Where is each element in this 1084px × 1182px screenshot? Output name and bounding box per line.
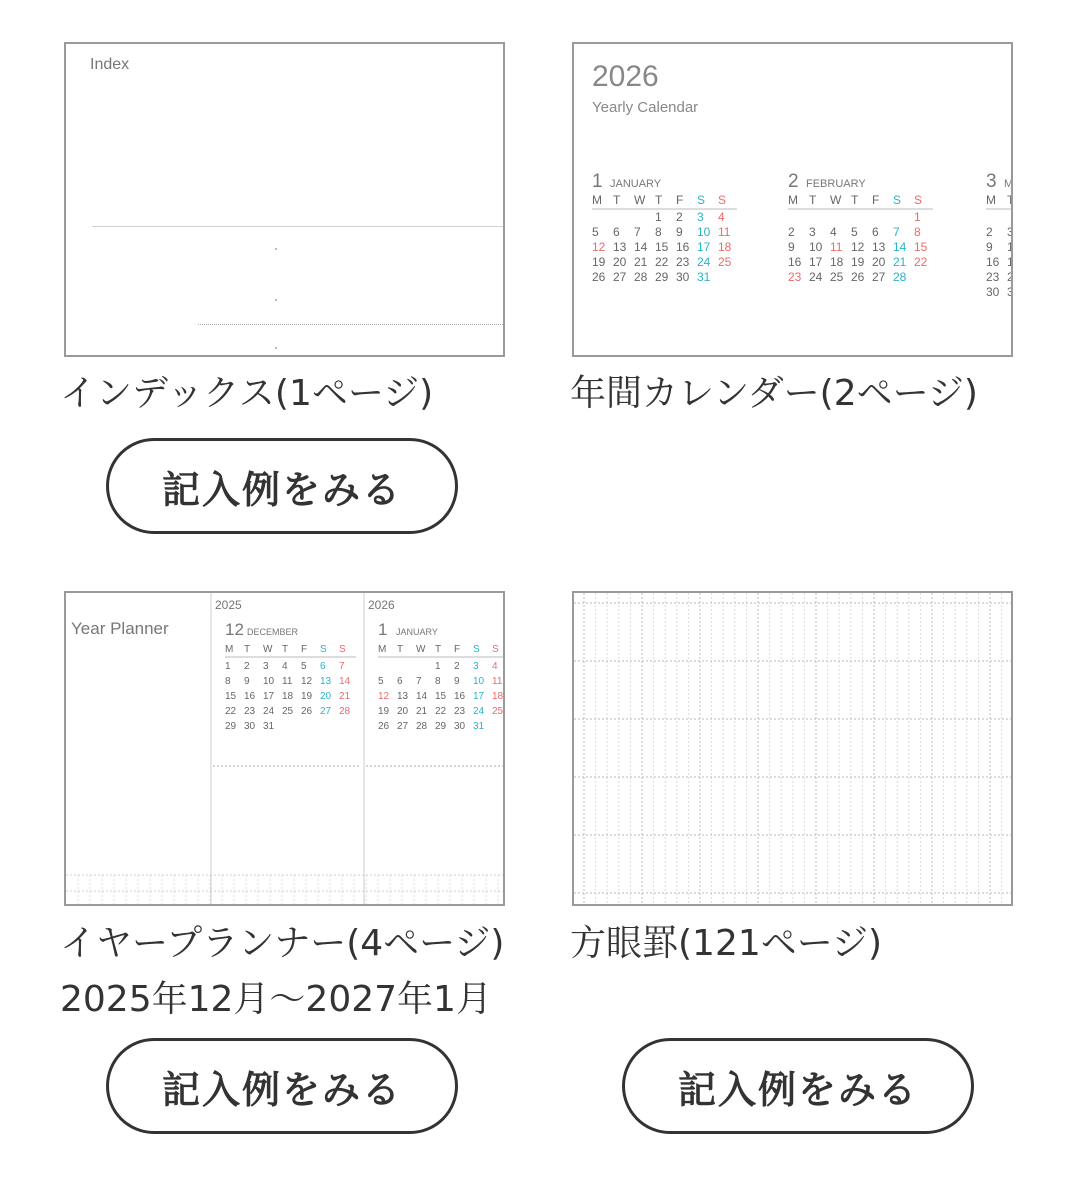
calendar-day: 27 bbox=[613, 270, 627, 284]
calendar-day: 31 bbox=[473, 721, 485, 732]
calendar-day: 16 bbox=[244, 691, 256, 702]
calendar-day: 14 bbox=[893, 240, 907, 254]
calendar-day: 20 bbox=[320, 691, 332, 702]
calendar-day: 27 bbox=[397, 721, 409, 732]
calendar-day: 9 bbox=[244, 676, 250, 687]
index-thumb-label: Index bbox=[90, 56, 130, 73]
weekday-label: M bbox=[378, 644, 387, 655]
calendar-day: 8 bbox=[655, 225, 662, 239]
index-dot bbox=[275, 248, 277, 250]
calendar-day: 7 bbox=[634, 225, 641, 239]
weekday-label: T bbox=[851, 193, 859, 207]
calendar-day: 15 bbox=[655, 240, 669, 254]
weekday-label: F bbox=[872, 193, 880, 207]
calendar-day: 9 bbox=[454, 676, 460, 687]
calendar-day: 5 bbox=[378, 676, 384, 687]
grid-example-button[interactable]: 記入例をみる bbox=[622, 1038, 974, 1134]
month-number: 1 bbox=[378, 620, 388, 639]
calendar-day: 13 bbox=[613, 240, 627, 254]
calendar-day: 9 bbox=[788, 240, 795, 254]
calendar-day: 23 bbox=[788, 270, 802, 284]
weekday-label: M bbox=[225, 644, 234, 655]
calendar-day: 16 bbox=[788, 255, 802, 269]
month-number: 2 bbox=[788, 171, 799, 192]
calendar-day: 7 bbox=[893, 225, 900, 239]
calendar-day: 2 bbox=[244, 661, 250, 672]
calendar-day: 20 bbox=[613, 255, 627, 269]
weekday-label: W bbox=[416, 644, 426, 655]
calendar-day: 31 bbox=[697, 270, 711, 284]
calendar-day: 23 bbox=[676, 255, 690, 269]
calendar-day: 21 bbox=[893, 255, 907, 269]
calendar-day: 21 bbox=[416, 706, 428, 717]
weekday-label: S bbox=[718, 193, 727, 207]
calendar-day: 6 bbox=[613, 225, 620, 239]
month-number: 3 bbox=[986, 171, 997, 192]
calendar-day: 2 bbox=[454, 661, 460, 672]
calendar-day: 26 bbox=[592, 270, 606, 284]
calendar-day: 2 bbox=[986, 225, 993, 239]
calendar-day: 30 bbox=[986, 285, 1000, 299]
calendar-day: 2 bbox=[676, 210, 683, 224]
calendar-day: 16 bbox=[986, 255, 1000, 269]
calendar-day: 10 bbox=[809, 240, 823, 254]
grid-thumbnail bbox=[572, 591, 1013, 906]
calendar-day: 24 bbox=[809, 270, 823, 284]
yearly-caption: 年間カレンダー(2ページ) bbox=[570, 373, 978, 414]
calendar-day: 29 bbox=[655, 270, 669, 284]
calendar-day: 23 bbox=[986, 270, 1000, 284]
calendar-day: 11 bbox=[282, 676, 293, 687]
calendar-day: 6 bbox=[320, 661, 326, 672]
calendar-day: 22 bbox=[655, 255, 669, 269]
calendar-day: 2 bbox=[788, 225, 795, 239]
calendar-day: 12 bbox=[301, 676, 313, 687]
calendar-day: 18 bbox=[282, 691, 294, 702]
month-number: 1 bbox=[592, 171, 603, 192]
calendar-day: 11 bbox=[830, 240, 843, 254]
weekday-label: T bbox=[809, 193, 817, 207]
calendar-day: 31 bbox=[263, 721, 275, 732]
calendar-day: 4 bbox=[492, 661, 498, 672]
calendar-day: 24 bbox=[697, 255, 711, 269]
calendar-day: 12 bbox=[378, 691, 390, 702]
calendar-day: 18 bbox=[830, 255, 844, 269]
calendar-day: 21 bbox=[339, 691, 351, 702]
yearly-calendar-thumbnail bbox=[572, 42, 1013, 357]
weekday-label: S bbox=[914, 193, 923, 207]
weekday-label: M bbox=[788, 193, 798, 207]
index-dot bbox=[275, 299, 277, 301]
calendar-day: 5 bbox=[851, 225, 858, 239]
calendar-day: 18 bbox=[492, 691, 504, 702]
calendar-day: 28 bbox=[416, 721, 428, 732]
calendar-day: 2 bbox=[1007, 270, 1014, 284]
calendar-day: 25 bbox=[282, 706, 294, 717]
weekday-label: W bbox=[830, 193, 842, 207]
calendar-day: 9 bbox=[676, 225, 683, 239]
yearly-subtitle: Yearly Calendar bbox=[592, 99, 699, 116]
yearly-calendar-months bbox=[574, 44, 1013, 357]
weekday-label: T bbox=[613, 193, 621, 207]
calendar-day: 3 bbox=[697, 210, 704, 224]
weekday-label: S bbox=[893, 193, 902, 207]
calendar-day: 25 bbox=[718, 255, 732, 269]
calendar-day: 30 bbox=[454, 721, 466, 732]
planner-block-year: 2026 bbox=[368, 598, 395, 612]
weekday-label: F bbox=[454, 644, 461, 655]
calendar-day: 12 bbox=[851, 240, 865, 254]
calendar-day: 11 bbox=[492, 676, 503, 687]
calendar-day: 10 bbox=[473, 676, 485, 687]
calendar-day: 5 bbox=[592, 225, 599, 239]
calendar-day: 25 bbox=[830, 270, 844, 284]
calendar-day: 5 bbox=[301, 661, 307, 672]
calendar-day: 19 bbox=[851, 255, 865, 269]
calendar-day: 28 bbox=[893, 270, 907, 284]
calendar-day: 3 bbox=[809, 225, 816, 239]
index-dotted-rule bbox=[198, 324, 503, 325]
calendar-day: 24 bbox=[473, 706, 485, 717]
calendar-day: 26 bbox=[301, 706, 313, 717]
calendar-day: 17 bbox=[697, 240, 711, 254]
weekday-label: W bbox=[634, 193, 646, 207]
planner-caption-line1: イヤープランナー(4ページ) bbox=[60, 923, 505, 964]
index-dot bbox=[275, 347, 277, 349]
calendar-day: 23 bbox=[454, 706, 466, 717]
calendar-day: 17 bbox=[473, 691, 485, 702]
calendar-day: 9 bbox=[986, 240, 993, 254]
calendar-day: 1 bbox=[435, 661, 441, 672]
calendar-day: 15 bbox=[225, 691, 237, 702]
calendar-day: 6 bbox=[397, 676, 403, 687]
calendar-day: 8 bbox=[225, 676, 231, 687]
weekday-label: T bbox=[1007, 193, 1015, 207]
calendar-day: 27 bbox=[872, 270, 886, 284]
weekday-label: M bbox=[592, 193, 602, 207]
calendar-day: 10 bbox=[697, 225, 711, 239]
calendar-day: 4 bbox=[718, 210, 725, 224]
calendar-day: 10 bbox=[263, 676, 275, 687]
weekday-label: T bbox=[397, 644, 404, 655]
grid-pattern bbox=[574, 593, 1013, 906]
year-planner-thumbnail bbox=[64, 591, 505, 906]
calendar-day: 1 bbox=[1007, 240, 1014, 254]
month-name: JANUARY bbox=[610, 178, 662, 190]
calendar-day: 27 bbox=[320, 706, 332, 717]
calendar-day: 14 bbox=[339, 676, 351, 687]
weekday-label: S bbox=[473, 644, 480, 655]
calendar-day: 28 bbox=[634, 270, 648, 284]
index-example-button[interactable]: 記入例をみる bbox=[106, 438, 458, 534]
calendar-day: 30 bbox=[676, 270, 690, 284]
weekday-label: T bbox=[435, 644, 442, 655]
calendar-day: 13 bbox=[872, 240, 886, 254]
calendar-day: 22 bbox=[914, 255, 928, 269]
calendar-day: 8 bbox=[435, 676, 441, 687]
weekday-label: F bbox=[676, 193, 684, 207]
index-thumbnail bbox=[64, 42, 505, 357]
calendar-day: 3 bbox=[1007, 285, 1014, 299]
planner-caption-line2: 2025年12月〜2027年1月 bbox=[60, 979, 492, 1020]
calendar-day: 8 bbox=[914, 225, 921, 239]
calendar-day: 3 bbox=[1007, 225, 1014, 239]
calendar-day: 1 bbox=[655, 210, 662, 224]
calendar-day: 22 bbox=[435, 706, 447, 717]
yearly-year: 2026 bbox=[592, 60, 659, 93]
calendar-day: 4 bbox=[830, 225, 837, 239]
calendar-day: 28 bbox=[339, 706, 351, 717]
calendar-day: 16 bbox=[454, 691, 466, 702]
planner-calendar-blocks bbox=[66, 593, 505, 906]
calendar-day: 29 bbox=[225, 721, 237, 732]
calendar-day: 17 bbox=[263, 691, 275, 702]
calendar-day: 20 bbox=[872, 255, 886, 269]
month-name: FEBRUARY bbox=[806, 178, 866, 190]
calendar-day: 29 bbox=[435, 721, 447, 732]
weekday-label: T bbox=[282, 644, 289, 655]
calendar-day: 1 bbox=[225, 661, 231, 672]
calendar-day: 25 bbox=[492, 706, 504, 717]
calendar-day: 12 bbox=[592, 240, 606, 254]
weekday-label: M bbox=[986, 193, 996, 207]
calendar-day: 13 bbox=[397, 691, 409, 702]
calendar-day: 22 bbox=[225, 706, 237, 717]
weekday-label: T bbox=[244, 644, 251, 655]
calendar-day: 19 bbox=[301, 691, 313, 702]
planner-thumb-label: Year Planner bbox=[71, 619, 169, 638]
calendar-day: 7 bbox=[416, 676, 422, 687]
index-caption: インデックス(1ページ) bbox=[60, 373, 434, 414]
weekday-label: S bbox=[339, 644, 346, 655]
calendar-day: 30 bbox=[244, 721, 256, 732]
calendar-day: 3 bbox=[263, 661, 269, 672]
calendar-day: 19 bbox=[378, 706, 390, 717]
calendar-day: 20 bbox=[397, 706, 409, 717]
weekday-label: S bbox=[697, 193, 706, 207]
calendar-day: 4 bbox=[282, 661, 288, 672]
weekday-label: T bbox=[655, 193, 663, 207]
planner-block-year: 2025 bbox=[215, 598, 242, 612]
calendar-day: 14 bbox=[416, 691, 428, 702]
calendar-day: 16 bbox=[676, 240, 690, 254]
calendar-day: 26 bbox=[378, 721, 390, 732]
calendar-day: 26 bbox=[851, 270, 865, 284]
calendar-day: 17 bbox=[809, 255, 823, 269]
planner-example-button[interactable]: 記入例をみる bbox=[106, 1038, 458, 1134]
month-number: 12 bbox=[225, 620, 244, 639]
calendar-day: 11 bbox=[718, 225, 731, 239]
weekday-label: S bbox=[492, 644, 499, 655]
weekday-label: F bbox=[301, 644, 308, 655]
calendar-day: 19 bbox=[592, 255, 606, 269]
calendar-day: 1 bbox=[1007, 255, 1014, 269]
calendar-day: 15 bbox=[914, 240, 928, 254]
index-rule bbox=[92, 226, 503, 227]
grid-caption: 方眼罫(121ページ) bbox=[570, 923, 883, 964]
calendar-day: 21 bbox=[634, 255, 648, 269]
calendar-day: 3 bbox=[473, 661, 479, 672]
weekday-label: S bbox=[320, 644, 327, 655]
calendar-day: 15 bbox=[435, 691, 447, 702]
month-name: M bbox=[1004, 178, 1014, 190]
calendar-day: 18 bbox=[718, 240, 732, 254]
weekday-label: W bbox=[263, 644, 273, 655]
calendar-day: 24 bbox=[263, 706, 275, 717]
month-name: JANUARY bbox=[396, 627, 438, 637]
calendar-day: 7 bbox=[339, 661, 345, 672]
calendar-day: 1 bbox=[914, 210, 921, 224]
calendar-day: 14 bbox=[634, 240, 648, 254]
calendar-day: 13 bbox=[320, 676, 332, 687]
calendar-day: 23 bbox=[244, 706, 256, 717]
calendar-day: 6 bbox=[872, 225, 879, 239]
month-name: DECEMBER bbox=[247, 627, 299, 637]
